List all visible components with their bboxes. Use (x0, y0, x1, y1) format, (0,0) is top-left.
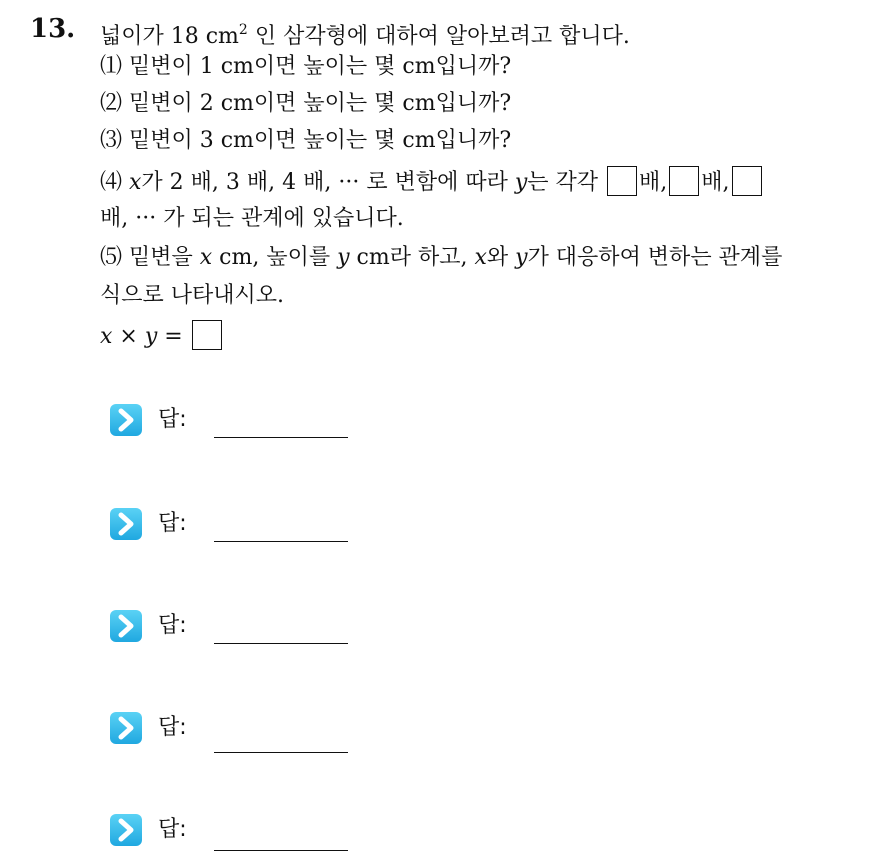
item-5-line-1 (100, 243, 782, 273)
item-4-after-y: 는 각각 (527, 170, 599, 195)
item-5-prefix: ⑸ 밑변을 (100, 245, 200, 270)
stem-text: 넓이가 18 cm (100, 24, 239, 49)
answer-label: 답: (158, 511, 187, 536)
variable-y: y (515, 245, 528, 270)
item-4-line-1 (100, 166, 764, 198)
item-4-line-2: 배, ··· 가 되는 관계에 있습니다. (100, 206, 404, 231)
answer-label: 답: (158, 613, 187, 638)
variable-x: x (474, 245, 487, 270)
answer-blank-line[interactable] (214, 752, 348, 753)
question-number: 13. (30, 14, 76, 44)
stem-rest-text: 인 삼각형에 대하여 알아보려고 합니다. (247, 24, 630, 49)
item-5-formula (100, 320, 224, 352)
blank-box-1[interactable] (607, 166, 637, 196)
variable-x: x (129, 170, 142, 195)
chevron-right-icon (110, 508, 142, 540)
blank-box-2[interactable] (669, 166, 699, 196)
answer-blank-line[interactable] (214, 541, 348, 542)
stem-superscript: 2 (238, 22, 248, 38)
answer-label: 답: (158, 407, 187, 432)
item-5-part-3: 와 (486, 245, 516, 270)
variable-y: y (514, 170, 528, 195)
item-5-part-2: cm라 하고, (349, 245, 475, 270)
item-1: ⑴ 밑변이 1 cm이면 높이는 몇 cm입니까? (100, 54, 512, 79)
item-3: ⑶ 밑변이 3 cm이면 높이는 몇 cm입니까? (100, 128, 512, 153)
chevron-right-icon (110, 814, 142, 846)
answer-label: 답: (158, 817, 187, 842)
formula-blank-box[interactable] (192, 320, 222, 350)
question-stem (100, 15, 630, 52)
answer-blank-line[interactable] (214, 850, 348, 851)
chevron-right-icon (110, 712, 142, 744)
variable-y: y (337, 245, 350, 270)
answer-blank-line[interactable] (214, 437, 348, 438)
chevron-right-icon (110, 610, 142, 642)
item-2: ⑵ 밑변이 2 cm이면 높이는 몇 cm입니까? (100, 91, 512, 116)
variable-x: x (199, 245, 213, 270)
item-5-line-2: 식으로 나타내시오. (100, 283, 285, 308)
item-4-prefix: ⑷ (100, 170, 129, 195)
item-4-mid-text: 가 2 배, 3 배, 4 배, ··· 로 변함에 따라 (141, 170, 515, 195)
item-4-sep-2: 배, (701, 170, 730, 195)
item-5-part-1: cm, 높이를 (212, 245, 338, 270)
item-4-sep-1: 배, (639, 170, 668, 195)
formula-text: x × y = (100, 324, 183, 349)
answer-blank-line[interactable] (214, 643, 348, 644)
blank-box-3[interactable] (732, 166, 762, 196)
answer-label: 답: (158, 715, 187, 740)
item-5-part-4: 가 대응하여 변하는 관계를 (527, 245, 783, 270)
chevron-right-icon (110, 404, 142, 436)
